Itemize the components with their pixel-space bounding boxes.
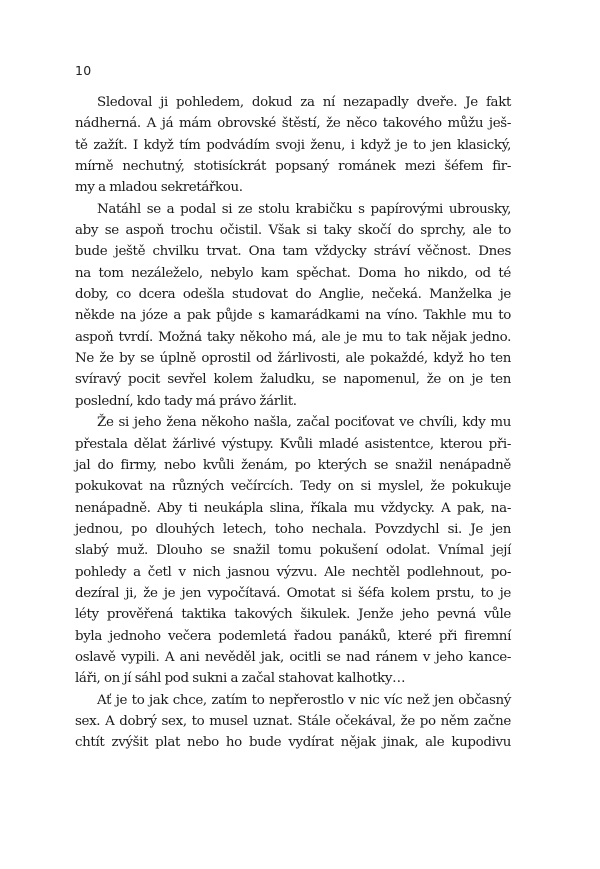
paragraph	[75, 199, 511, 412]
text-line: aspoň tvrdí. Možná taky někoho má, ale je mu to tak nějak jedno.	[75, 329, 511, 345]
text-line: léty prověřená taktika takových šikulek. Jenže jeho pevná vůle	[75, 607, 511, 623]
text-line: Ať je to jak chce, zatím to nepřerostlo v nic víc než jen občasný	[97, 692, 511, 708]
text-line: nenápadně. Aby ti neukápla slina, říkala mu vždycky. A pak, na-	[75, 500, 511, 516]
text-line: chtít zvýšit plat nebo ho bude vydírat nějak jinak, ale kupodivu	[75, 735, 511, 751]
text-line: doby, co dcera odešla studovat do Anglie, nečeká. Manželka je	[75, 287, 511, 303]
text-line: Ne že by se úplně oprostil od žárlivosti, ale pokaždé, když ho ten	[75, 351, 511, 367]
paragraph	[75, 92, 511, 199]
text-line: jednou, po dlouhých letech, toho nechala. Povzdychl si. Je jen	[75, 521, 511, 537]
text-line: přestala dělat žárlivé výstupy. Kvůli mladé asistentce, kterou při-	[75, 436, 511, 452]
text-line: někde na józe a pak půjde s kamarádkami na víno. Takhle mu to	[75, 308, 511, 324]
text-line: dezíral ji, že je jen vypočítavá. Omotat si šéfa kolem prstu, to je	[75, 585, 511, 601]
text-line: mírně nechutný, stotisíckrát popsaný románek mezi šéfem fir-	[75, 159, 511, 175]
page-number: 10	[75, 63, 92, 78]
text-line: pokukovat na různých večírcích. Tedy on si myslel, že pokukuje	[75, 479, 511, 495]
text-line: sex. A dobrý sex, to musel uznat. Stále očekával, že po něm začne	[75, 713, 511, 729]
text-line: poslední, kdo tady má právo žárlit.	[75, 393, 297, 409]
text-line: tě zažít. I když tím podvádím svoji ženu, i když je to jen klasický,	[75, 137, 511, 153]
paragraph	[75, 412, 511, 689]
text-line: svíravý pocit sevřel kolem žaludku, se napomenul, že on je ten	[75, 372, 511, 388]
text-line: oslavě vypili. A ani nevěděl jak, ocitli se nad ránem v jeho kance-	[75, 649, 511, 665]
body-text	[75, 92, 511, 754]
text-line: Natáhl se a podal si ze stolu krabičku s papírovými ubrousky,	[97, 201, 511, 217]
text-line: byla jednoho večera podemletá řadou panáků, které při firemní	[75, 628, 511, 644]
text-line: slabý muž. Dlouho se snažil tomu pokušení odolat. Vnímal její	[75, 543, 511, 559]
text-line: Že si jeho žena někoho našla, začal pociťovat ve chvíli, kdy mu	[97, 415, 511, 431]
text-line: na tom nezáleželo, nebylo kam spěchat. Doma ho nikdo, od té	[75, 265, 511, 281]
text-line: aby se aspoň trochu očistil. Však si taky skočí do sprchy, ale to	[75, 223, 511, 239]
paragraph	[75, 690, 511, 754]
text-line: Sledoval ji pohledem, dokud za ní nezapadly dveře. Je fakt	[97, 95, 511, 110]
text-line: my a mladou sekretářkou.	[75, 180, 243, 196]
text-line: jal do firmy, nebo kvůli ženám, po kterých se snažil nenápadně	[75, 457, 511, 473]
text-line: pohledy a četl v nich jasnou výzvu. Ale nechtěl podlehnout, po-	[75, 564, 511, 580]
text-line: nádherná. A já mám obrovské štěstí, že něco takového můžu ješ-	[75, 116, 511, 132]
text-line: bude ještě chvilku trvat. Ona tam vždycky stráví věčnost. Dnes	[75, 244, 511, 260]
text-line: láři, on jí sáhl pod sukni a začal stahovat kalhotky…	[75, 671, 406, 687]
